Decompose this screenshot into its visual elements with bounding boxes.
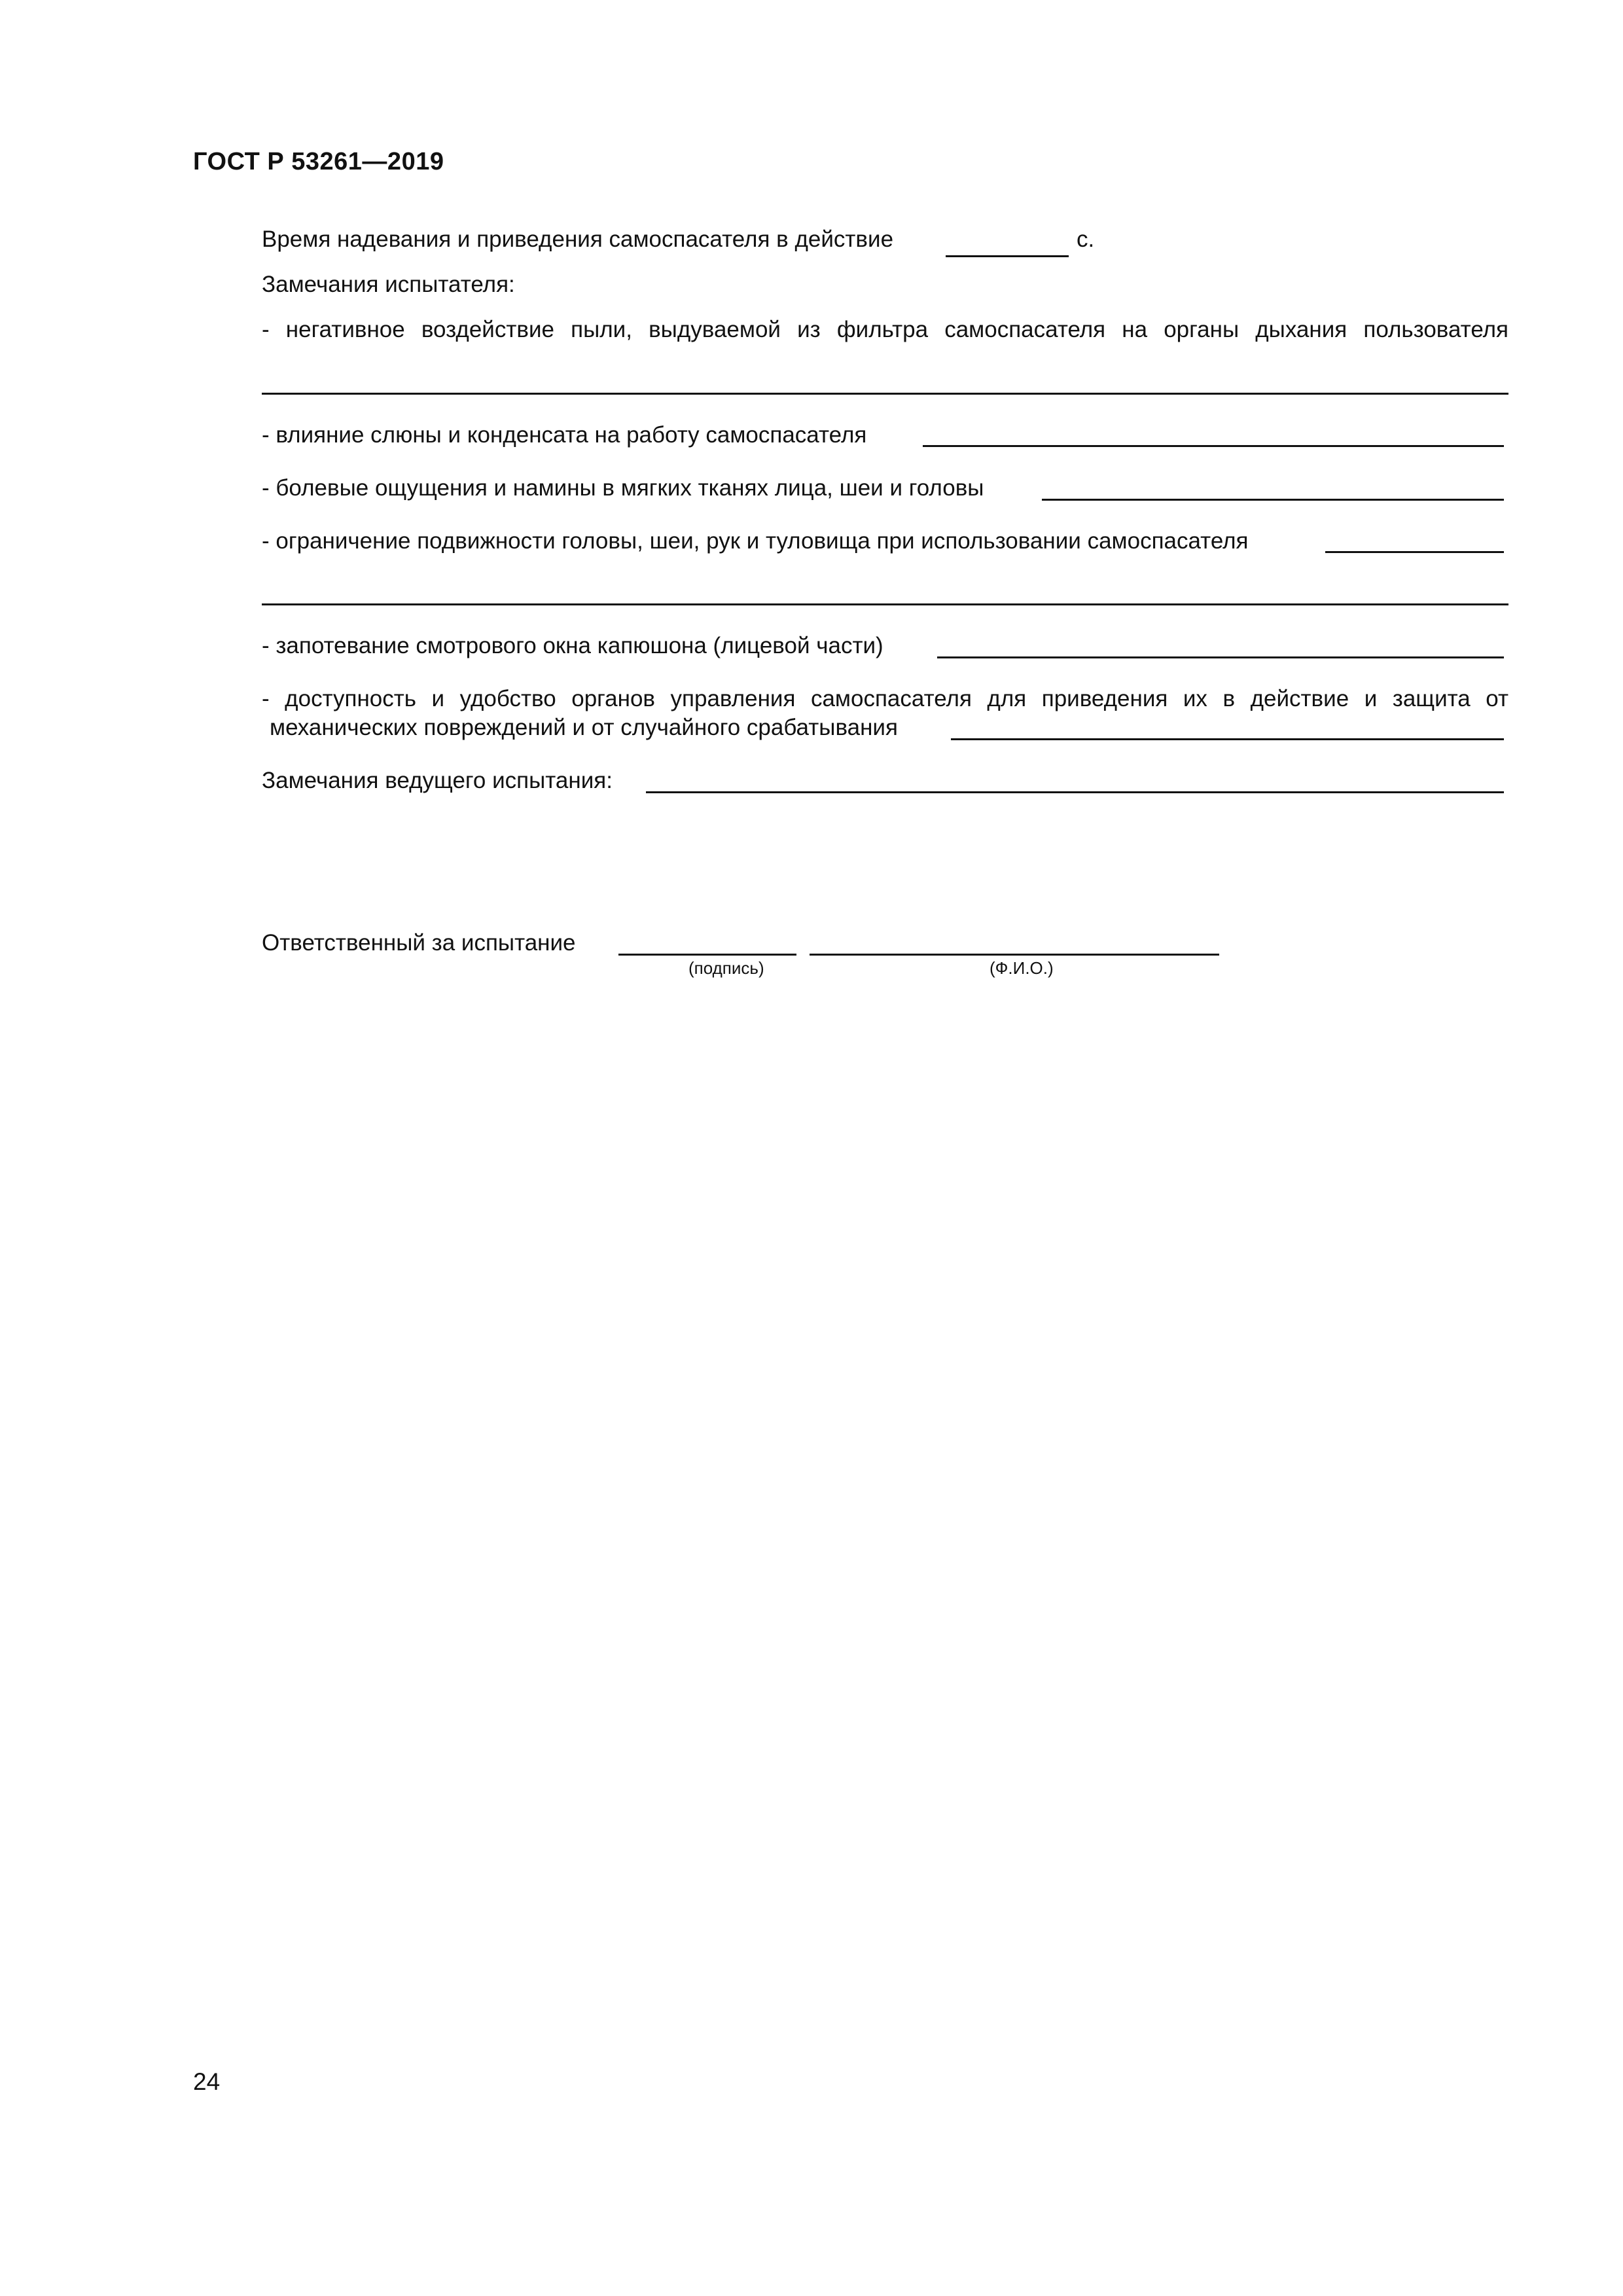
- controls-accessibility-label-1: - доступность и удобство органов управления самоспасателя для приведения их в действие и защита от: [262, 686, 1508, 711]
- saliva-effect-field[interactable]: [923, 445, 1504, 447]
- signature-field[interactable]: [618, 954, 796, 956]
- pain-sensation-label: - болевые ощущения и намины в мягких тканях лица, шеи и головы: [262, 475, 984, 501]
- tester-remarks-label: Замечания испытателя:: [262, 272, 515, 297]
- donning-time-field[interactable]: [946, 255, 1069, 257]
- page-number: 24: [193, 2068, 221, 2095]
- mobility-restriction-label: - ограничение подвижности головы, шеи, рук и туловища при использовании самоспасателя: [262, 528, 1249, 554]
- dust-effect-label: - негативное воздействие пыли, выдуваемой из фильтра самоспасателя на органы дыхания пользователя: [262, 317, 1508, 342]
- lead-remarks-field[interactable]: [646, 791, 1504, 793]
- controls-accessibility-field[interactable]: [951, 738, 1504, 740]
- signature-caption: (подпись): [688, 958, 764, 978]
- controls-accessibility-label-2: механических повреждений и от случайного срабатывания: [270, 715, 898, 740]
- responsible-label: Ответственный за испытание: [262, 930, 576, 956]
- mobility-restriction-field-2[interactable]: [262, 603, 1508, 605]
- pain-sensation-field[interactable]: [1042, 499, 1504, 501]
- visor-fogging-label: - запотевание смотрового окна капюшона (лицевой части): [262, 633, 883, 658]
- dust-effect-field[interactable]: [262, 393, 1508, 395]
- lead-remarks-label: Замечания ведущего испытания:: [262, 768, 613, 793]
- document-header: ГОСТ Р 53261—2019: [193, 148, 444, 175]
- saliva-effect-label: - влияние слюны и конденсата на работу самоспасателя: [262, 422, 867, 448]
- donning-time-label: Время надевания и приведения самоспасателя в действие: [262, 226, 894, 252]
- donning-time-unit: с.: [1077, 226, 1095, 252]
- full-name-field[interactable]: [810, 954, 1219, 956]
- full-name-caption: (Ф.И.О.): [990, 958, 1054, 978]
- mobility-restriction-field[interactable]: [1325, 551, 1504, 553]
- visor-fogging-field[interactable]: [937, 656, 1504, 658]
